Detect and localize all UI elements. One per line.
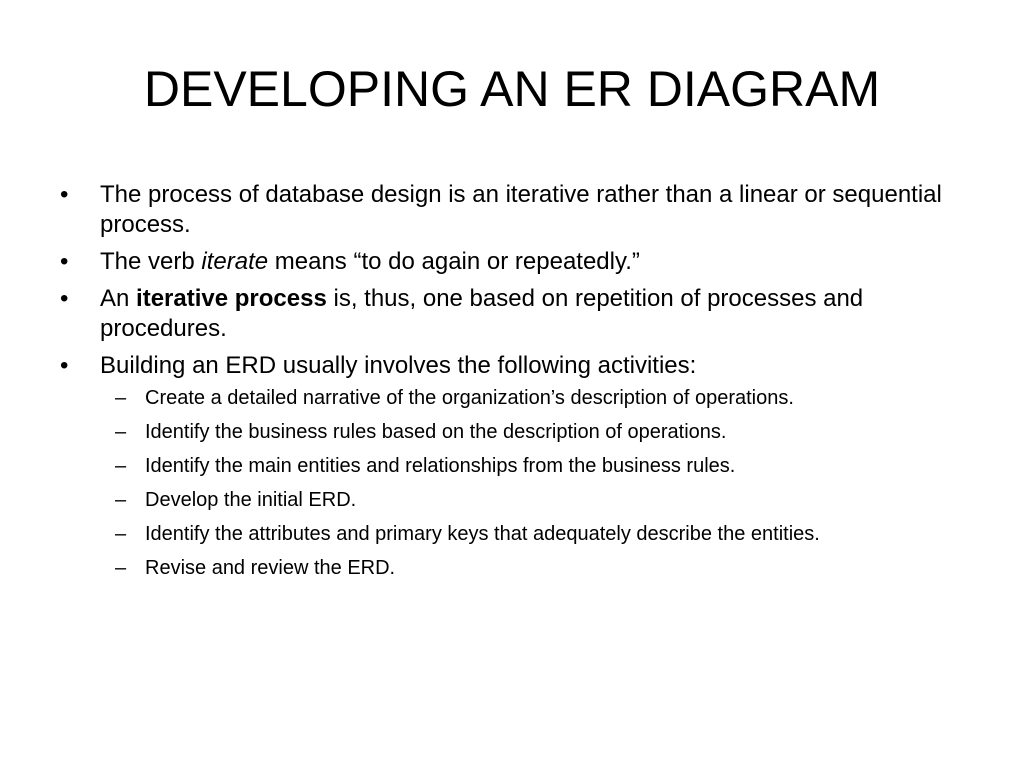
bullet-item	[60, 247, 972, 277]
bullet-dot: •	[60, 248, 69, 275]
sub-bullet-item	[60, 555, 972, 582]
bullet-text-italic: iterate	[201, 248, 269, 275]
sub-bullet-text: Identify the business rules based on the description of operations.	[145, 421, 727, 443]
slide-body	[60, 180, 972, 589]
sub-bullet-dash: –	[115, 455, 127, 477]
sub-bullet-dash: –	[115, 523, 127, 545]
bullet-text: Building an ERD usually involves the following activities:	[100, 352, 697, 379]
sub-bullet-item	[60, 487, 972, 514]
bullet-text: The process of database design is an iterative rather than a linear or sequential process.	[100, 181, 942, 238]
bullet-text-start: The verb	[100, 248, 202, 275]
sub-bullet-item	[60, 453, 972, 480]
sub-bullet-item	[60, 521, 972, 548]
sub-bullet-item	[60, 419, 972, 446]
bullet-item	[60, 180, 972, 240]
sub-bullet-dash: –	[115, 489, 127, 511]
bullet-dot: •	[60, 181, 69, 208]
bullet-text-bold: iterative process	[136, 285, 327, 312]
bullet-text-end: means “to do again or repeatedly.”	[268, 248, 640, 275]
sub-bullet-dash: –	[115, 387, 127, 409]
bullet-list	[60, 180, 972, 582]
sub-bullet-text: Develop the initial ERD.	[145, 489, 357, 511]
bullet-dot: •	[60, 352, 69, 379]
slide-title: DEVELOPING AN ER DIAGRAM	[143, 61, 881, 117]
sub-bullet-item	[60, 385, 972, 412]
sub-bullet-dash: –	[115, 421, 127, 443]
bullet-text-start: An	[100, 285, 137, 312]
sub-bullet-dash: –	[115, 557, 127, 579]
sub-bullet-list	[100, 385, 972, 582]
bullet-dot: •	[60, 285, 69, 312]
sub-bullet-text: Identify the main entities and relationships from the business rules.	[145, 455, 736, 477]
sub-bullet-text: Identify the attributes and primary keys that adequately describe the entities.	[145, 523, 820, 545]
bullet-text-end: is, thus, one based on repetition of processes and procedures.	[100, 285, 864, 342]
sub-bullet-text: Revise and review the ERD.	[145, 557, 396, 579]
sub-bullet-text: Create a detailed narrative of the organization’s description of operations.	[145, 387, 794, 409]
bullet-item	[60, 351, 972, 582]
bullet-item	[60, 284, 972, 344]
